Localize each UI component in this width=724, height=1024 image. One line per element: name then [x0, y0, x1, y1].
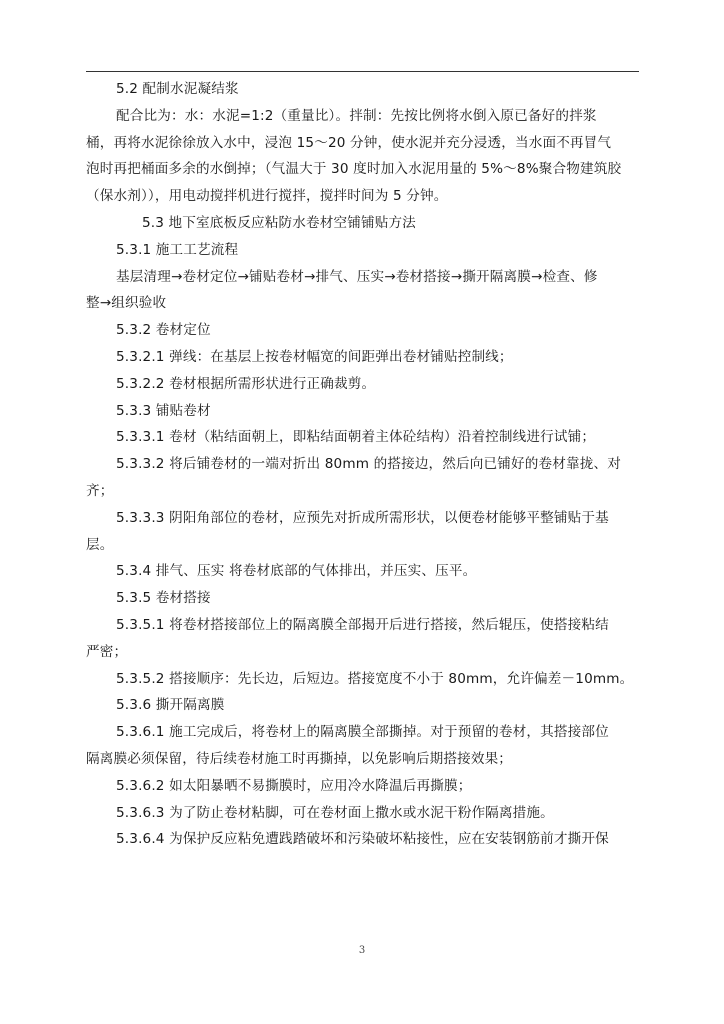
header-rule: [86, 71, 639, 72]
paragraph-line: 基层清理→卷材定位→铺贴卷材→排气、压实→卷材搭接→撕开隔离膜→检查、修: [116, 268, 598, 285]
section-heading-5-3-3: 5.3.3 铺贴卷材: [116, 402, 211, 419]
body-text: [86, 76, 642, 853]
paragraph-line: 5.3.3.1 卷材（粘结面朝上，即粘结面朝着主体砼结构）沿着控制线进行试铺；: [116, 429, 596, 446]
paragraph-line: 齐；: [86, 482, 114, 499]
section-heading-5-3: 5.3 地下室底板反应粘防水卷材空铺铺贴方法: [142, 214, 416, 231]
paragraph-line: 5.3.6.3 为了防止卷材粘脚，可在卷材面上撒水或水泥干粉作隔离措施。: [116, 804, 554, 821]
paragraph-line: 5.3.2.2 卷材根据所需形状进行正确裁剪。: [116, 375, 376, 392]
section-heading-5-3-4: 5.3.4 排气、压实 将卷材底部的气体排出，并压实、压平。: [116, 563, 477, 580]
paragraph-line: 5.3.5.1 将卷材搭接部位上的隔离膜全部揭开后进行搭接，然后辊压，使搭接粘结: [116, 616, 609, 633]
paragraph-line: 隔离膜必须保留，待后续卷材施工时再撕掉，以免影响后期搭接效果；: [86, 750, 513, 767]
paragraph-line: 配合比为：水：水泥=1:2（重量比）。拌制：先按比例将水倒入原已备好的拌浆: [116, 107, 597, 124]
paragraph-line: 桶，再将水泥徐徐放入水中，浸泡 15～20 分钟，使水泥并充分浸透，当水面不再冒气: [86, 134, 612, 151]
section-heading-5-2: 5.2 配制水泥凝结浆: [116, 81, 239, 97]
paragraph-line: 层。: [86, 536, 114, 553]
paragraph-line: （保水剂）），用电动搅拌机进行搅拌，搅拌时间为 5 分钟。: [86, 188, 448, 205]
paragraph-line: 5.3.6.2 如太阳暴晒不易撕膜时，应用冷水降温后再撕膜；: [116, 777, 472, 794]
paragraph-line: 5.3.3.2 将后铺卷材的一端对折出 80mm 的搭接边，然后向已铺好的卷材靠拢、对: [116, 456, 621, 473]
paragraph-line: 5.3.5.2 搭接顺序：先长边，后短边。搭接宽度不小于 80mm，允许偏差－10mm。: [116, 670, 634, 687]
section-heading-5-3-5: 5.3.5 卷材搭接: [116, 590, 211, 607]
section-heading-5-3-1: 5.3.1 施工工艺流程: [116, 241, 239, 258]
paragraph-line: 泡时再把桶面多余的水倒掉；（气温大于 30 度时加入水泥用量的 5%～8%聚合物建筑胶: [86, 161, 622, 178]
paragraph-line: 整→组织验收: [86, 295, 167, 312]
section-heading-5-3-6: 5.3.6 撕开隔离膜: [116, 697, 225, 714]
paragraph-line: 5.3.6.1 施工完成后，将卷材上的隔离膜全部撕掉。对于预留的卷材，其搭接部位: [116, 724, 609, 741]
paragraph-line: 严密；: [86, 643, 128, 660]
paragraph-line: 5.3.6.4 为保护反应粘免遭践踏破坏和污染破坏粘接性，应在安装钢筋前才撕开保: [116, 831, 609, 848]
section-heading-5-3-2: 5.3.2 卷材定位: [116, 322, 211, 339]
paragraph-line: 5.3.3.3 阴阳角部位的卷材，应预先对折成所需形状，以便卷材能够平整铺贴于基: [116, 509, 609, 526]
page-number: 3: [358, 945, 366, 956]
paragraph-line: 5.3.2.1 弹线：在基层上按卷材幅宽的间距弹出卷材铺贴控制线；: [116, 348, 513, 365]
